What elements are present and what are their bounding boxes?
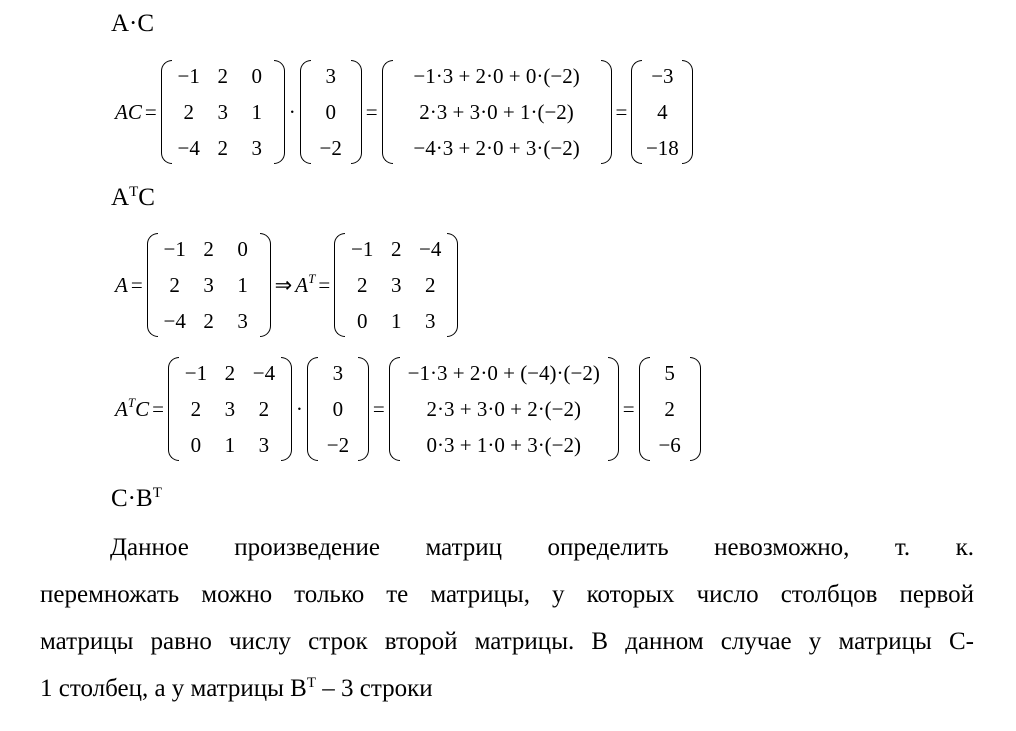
matrix-c-cell: −2 (319, 135, 342, 160)
paragraph-line-4-sup: Т (306, 675, 317, 691)
equation-transpose (115, 231, 459, 339)
matrix-at-2-row (179, 391, 281, 427)
matrix-ac-result-cell: −18 (645, 135, 679, 160)
matrix-atc-expansion-row (400, 391, 608, 427)
matrix-at-cell: 2 (390, 236, 402, 261)
matrix-c (299, 58, 363, 166)
matrix-a-cell: 2 (217, 135, 228, 160)
equation-ac (115, 58, 694, 166)
matrix-ac-expansion-row (393, 94, 601, 130)
matrix-at-cell: 2 (424, 272, 436, 297)
eq1-equals-3: = (615, 99, 628, 124)
matrix-ac-expansion-row (393, 130, 601, 166)
matrix-ac-result-cell: −3 (651, 63, 674, 88)
eq2-rhs (295, 270, 316, 298)
matrix-ac-expansion-cell: −4·3 + 2·0 + 3·(−2) (413, 135, 580, 160)
heading-c-bt-base: C·B (111, 485, 153, 512)
paragraph-line-2: перемножать можно только те матрицы, у которых число столбцов первой (40, 581, 974, 608)
matrix-a-2-row (158, 303, 260, 339)
eq2-equals-1: = (130, 272, 143, 297)
heading-c-bt-sup: T (152, 485, 162, 501)
explanation-paragraph (40, 524, 974, 716)
eq2-rhs-sup: T (308, 270, 316, 286)
eq3-dot: · (295, 396, 303, 421)
matrix-a-cell: −4 (177, 135, 200, 160)
matrix-a-cell: 1 (251, 99, 262, 124)
matrix-atc-expansion-cell: −1·3 + 2·0 + (−4)·(−2) (407, 360, 600, 385)
matrix-at-2-cell: 3 (258, 432, 270, 457)
matrix-atc-result-row (650, 355, 690, 391)
matrix-a-2-cell: 2 (169, 272, 180, 297)
matrix-at-2-cell: 0 (190, 432, 202, 457)
matrix-ac-result-row (642, 130, 682, 166)
matrix-atc-result (638, 355, 702, 463)
matrix-c-2-cell: 0 (332, 396, 344, 421)
matrix-atc-result-cell: 5 (664, 360, 675, 385)
matrix-at-row (345, 231, 447, 267)
matrix-c-row (311, 58, 351, 94)
eq3-equals-3: = (622, 396, 635, 421)
paragraph-line-4-start: 1 столбец, а у матрицы В (40, 675, 307, 702)
matrix-atc-result-row (650, 391, 690, 427)
paragraph-line-4-end: – 3 строки (316, 675, 433, 702)
matrix-c-2-row (318, 355, 358, 391)
matrix-atc-expansion-row (400, 355, 608, 391)
heading-at-c (111, 183, 155, 216)
matrix-c-row (311, 94, 351, 130)
matrix-ac-result (630, 58, 694, 166)
matrix-a-2-cell: 2 (203, 308, 214, 333)
matrix-at-2-cell: 1 (224, 432, 236, 457)
eq2-equals-2: = (318, 272, 331, 297)
matrix-at-2 (167, 355, 293, 463)
matrix-at-cell: 1 (390, 308, 402, 333)
matrix-at-2-cell: 2 (224, 360, 236, 385)
eq1-lhs: AC (115, 99, 142, 124)
eq3-lhs (115, 394, 150, 422)
matrix-c-2 (306, 355, 370, 463)
matrix-c-2-cell: −2 (326, 432, 350, 457)
matrix-a-2-cell: −1 (163, 236, 186, 261)
matrix-a-2-cell: 2 (203, 236, 214, 261)
matrix-a-cell: 2 (183, 99, 194, 124)
matrix-atc-expansion (388, 355, 620, 463)
matrix-atc-expansion-cell: 0·3 + 1·0 + 3·(−2) (426, 432, 582, 457)
matrix-atc-expansion-cell: 2·3 + 3·0 + 2·(−2) (426, 396, 582, 421)
eq2-implies: ⇒ (274, 272, 293, 297)
heading-at-c-tail: C (138, 184, 155, 211)
matrix-ac-expansion-cell: −1·3 + 2·0 + 0·(−2) (413, 63, 580, 88)
matrix-c-2-row (318, 391, 358, 427)
matrix-ac-result-row (642, 58, 682, 94)
matrix-ac-result-cell: 4 (657, 99, 668, 124)
matrix-a-row (172, 94, 274, 130)
matrix-at-cell: 2 (356, 272, 368, 297)
matrix-a-cell: 0 (251, 63, 262, 88)
matrix-a-cell: −1 (177, 63, 200, 88)
matrix-a-2 (146, 231, 272, 339)
matrix-a-row (172, 130, 274, 166)
matrix-at-2-cell: 3 (224, 396, 236, 421)
matrix-a-cell: 3 (217, 99, 228, 124)
eq1-equals-2: = (365, 99, 378, 124)
heading-c-bt (111, 484, 162, 517)
matrix-at-cell: 0 (356, 308, 368, 333)
heading-at-c-base: A (111, 184, 130, 211)
matrix-atc-result-cell: 2 (664, 396, 675, 421)
heading-at-c-sup: T (129, 184, 139, 200)
matrix-a-2-row (158, 231, 260, 267)
matrix-atc-result-row (650, 427, 690, 463)
matrix-a-cell: 2 (217, 63, 228, 88)
matrix-at-cell: −4 (419, 236, 442, 261)
matrix-a-2-cell: −4 (163, 308, 186, 333)
matrix-at-2-cell: 2 (258, 396, 270, 421)
matrix-c-cell: 3 (325, 63, 336, 88)
matrix-a-2-row (158, 267, 260, 303)
matrix-a-row (172, 58, 274, 94)
matrix-ac-expansion-row (393, 58, 601, 94)
matrix-c-2-cell: 3 (332, 360, 344, 385)
paragraph-line-3: матрицы равно числу строк второй матрицы. В данном случае у матрицы С- (40, 628, 974, 655)
matrix-ac-expansion-cell: 2·3 + 3·0 + 1·(−2) (419, 99, 574, 124)
matrix-at-cell: −1 (351, 236, 374, 261)
eq3-lhs-sup: T (127, 394, 136, 410)
matrix-at-row (345, 267, 447, 303)
matrix-at-2-row (179, 427, 281, 463)
eq3-equals-2: = (372, 396, 385, 421)
matrix-a (160, 58, 286, 166)
matrix-ac-expansion (381, 58, 613, 166)
matrix-ac-result-row (642, 94, 682, 130)
eq1-dot: · (288, 99, 296, 124)
matrix-at-2-cell: −1 (184, 360, 208, 385)
matrix-a-cell: 3 (251, 135, 262, 160)
matrix-at-row (345, 303, 447, 339)
matrix-a-2-cell: 3 (203, 272, 214, 297)
matrix-a-2-cell: 0 (237, 236, 248, 261)
eq3-lhs-tail: C (135, 396, 150, 421)
paragraph-line-4 (40, 665, 974, 716)
eq3-lhs-base: A (115, 396, 128, 421)
matrix-c-row (311, 130, 351, 166)
matrix-at-cell: 3 (390, 272, 402, 297)
matrix-atc-result-cell: −6 (658, 432, 681, 457)
matrix-a-2-cell: 3 (237, 308, 248, 333)
eq2-lhs: A (115, 272, 128, 297)
equation-at-c (115, 355, 702, 463)
paragraph-line-1: Данное произведение матриц определить невозможно, т. к. (110, 534, 974, 561)
eq1-equals-1: = (144, 99, 157, 124)
matrix-at-2-row (179, 355, 281, 391)
heading-a-c-text: A·C (111, 10, 155, 37)
matrix-at-cell: 3 (424, 308, 436, 333)
matrix-c-cell: 0 (325, 99, 336, 124)
matrix-at (333, 231, 459, 339)
eq3-equals-1: = (152, 396, 164, 421)
heading-a-c (111, 9, 154, 39)
matrix-a-2-cell: 1 (237, 272, 248, 297)
matrix-c-2-row (318, 427, 358, 463)
matrix-at-2-cell: −4 (252, 360, 276, 385)
eq2-rhs-base: A (295, 272, 309, 297)
matrix-at-2-cell: 2 (190, 396, 202, 421)
matrix-atc-expansion-row (400, 427, 608, 463)
